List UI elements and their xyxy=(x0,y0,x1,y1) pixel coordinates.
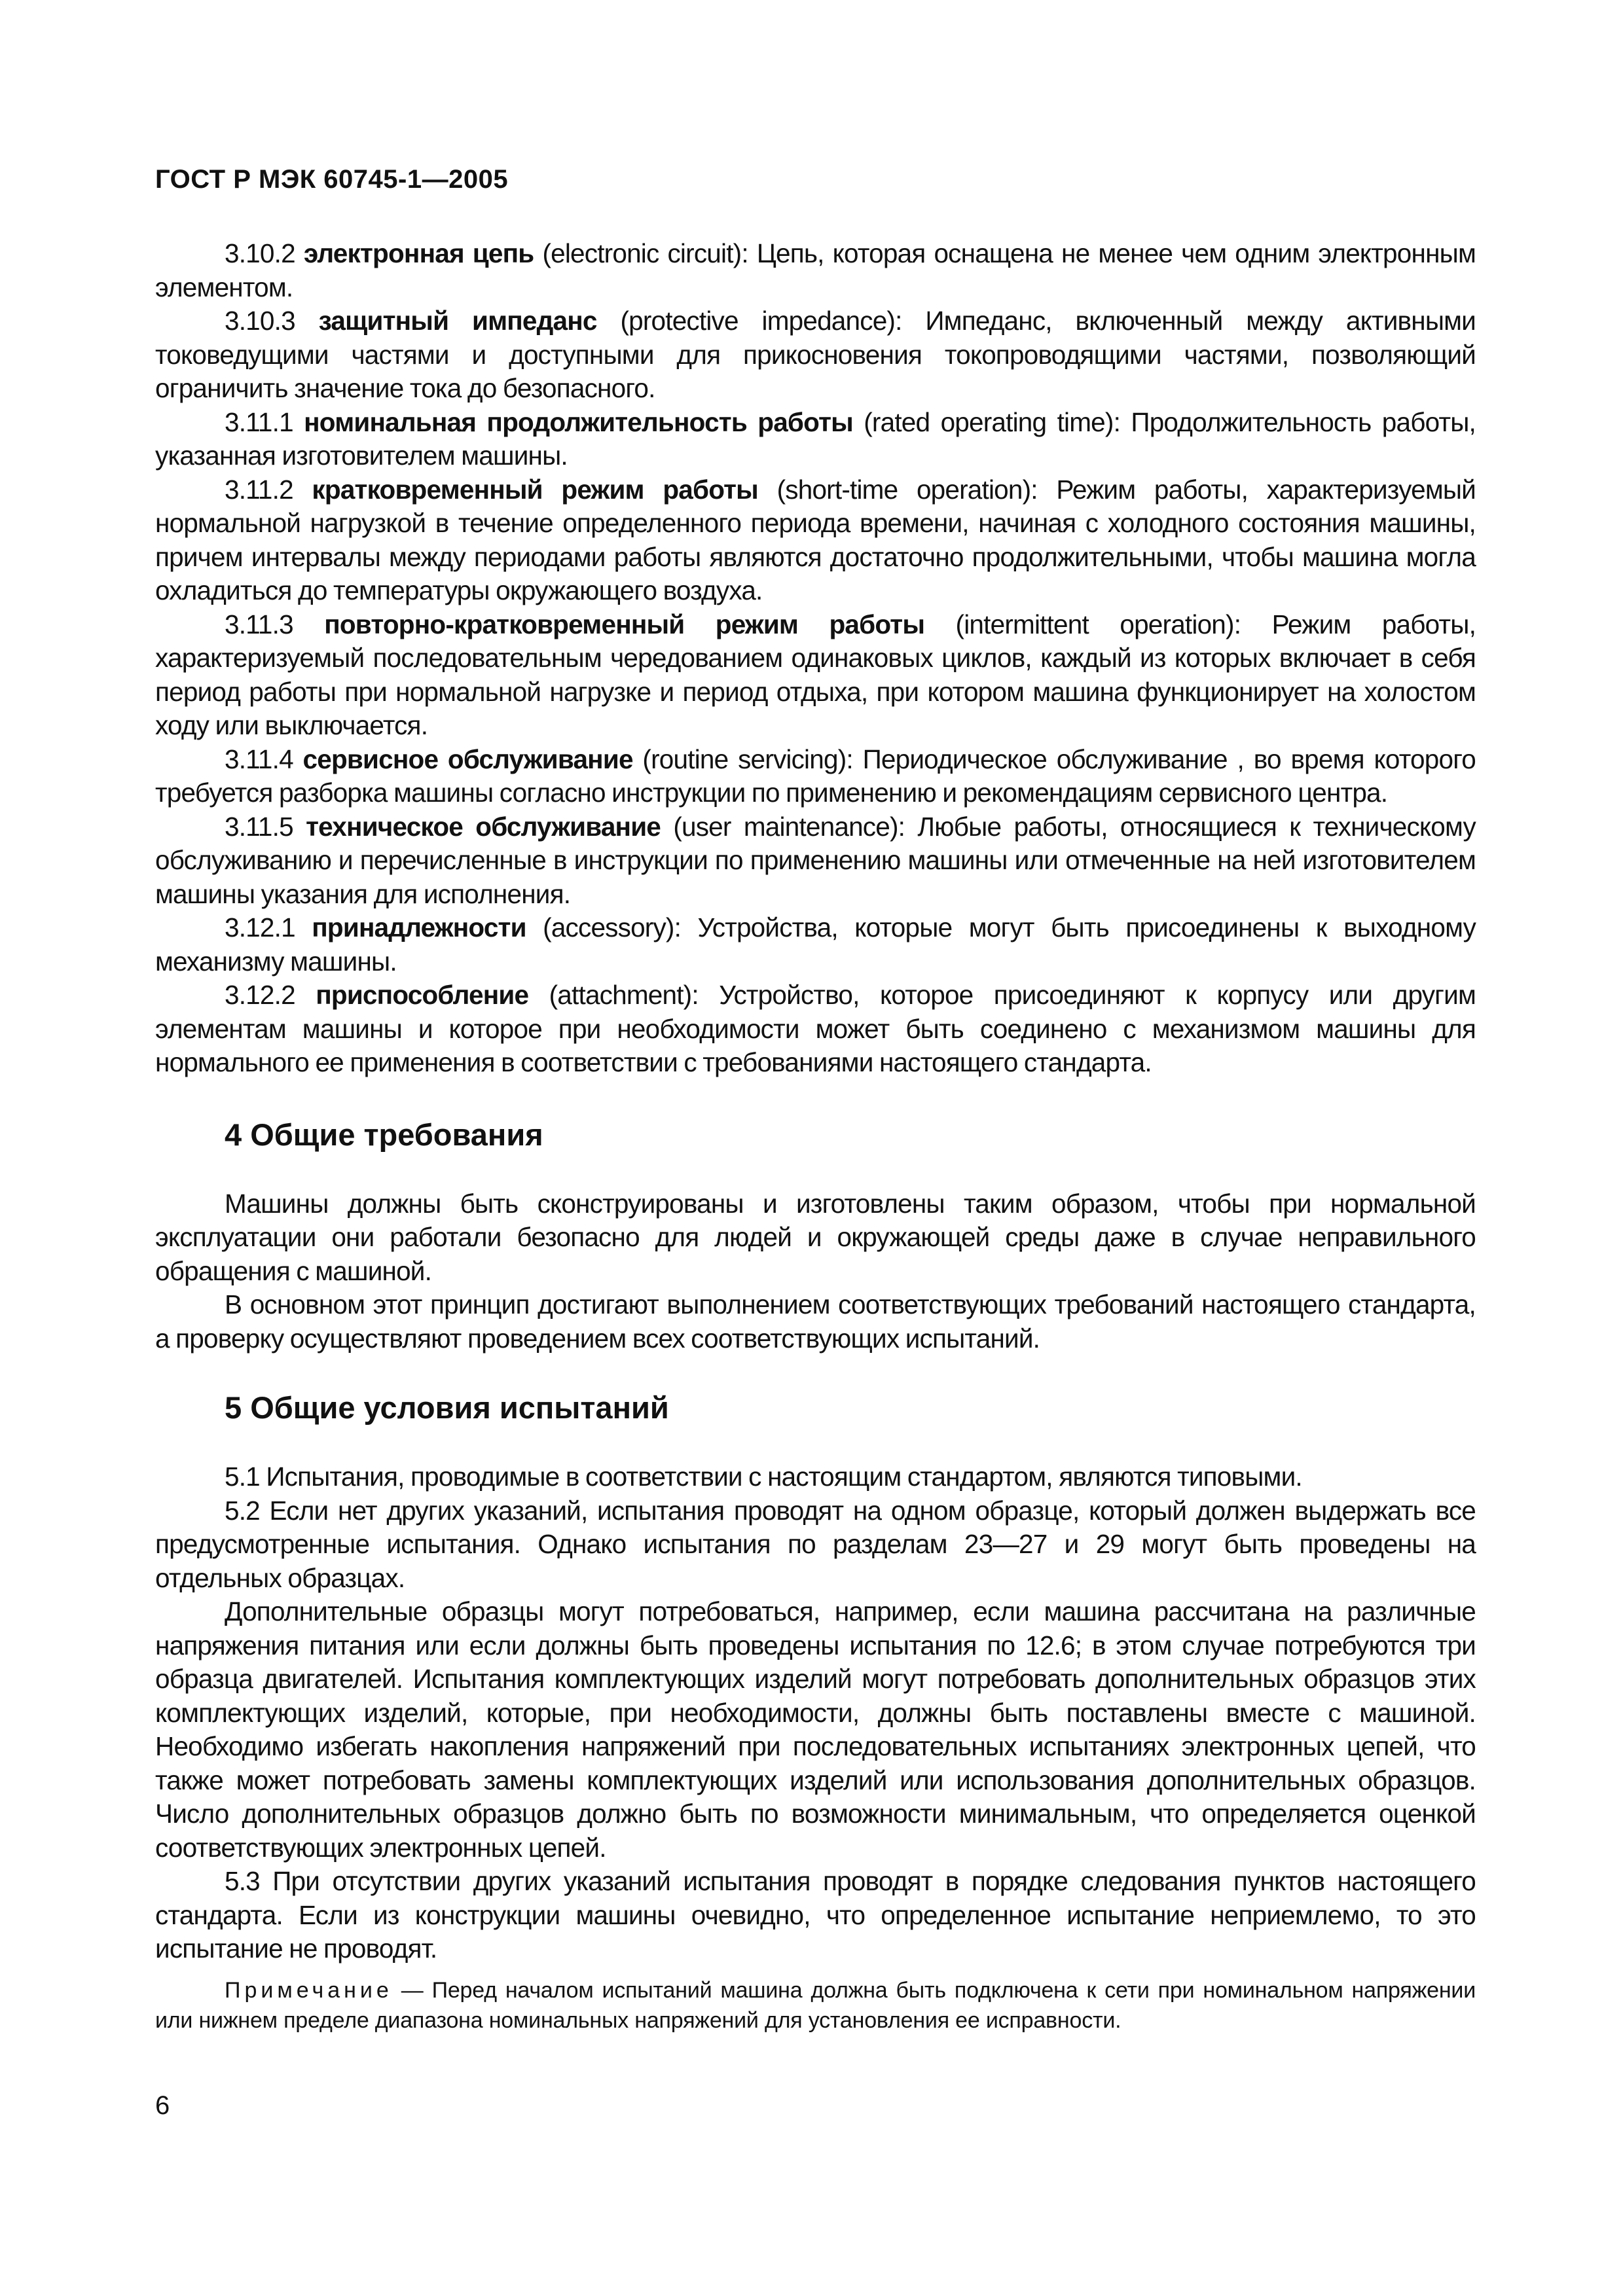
definition-english: (accessory): xyxy=(543,912,682,942)
note-text: — Перед началом испытаний машина должна быть подключена к сети при номинальном напряжении или нижнем пределе диапазона номинальных напряжений для установления ее исправности. xyxy=(155,1977,1476,2033)
definition-text: Режим работы, характеризуемый нормальной нагрузкой в течение определенного периода времени, начиная с холодного состояния машины, причем интервалы между периодами работы являются достаточно продолжительными, чтобы машина могла охладиться до температуры окружающего воздуха. xyxy=(155,474,1476,605)
definition-number: 3.12.2 xyxy=(225,980,295,1010)
section-4-paragraph: В основном этот принцип достигают выполнением соответствующих требований настоящего стандарта, а проверку осуществляют проведением всех соответствующих испытаний. xyxy=(155,1289,1476,1354)
definition-3-11-2 xyxy=(155,473,1476,608)
definition-text: Продолжительность работы, указанная изготовителем машины. xyxy=(155,406,1476,471)
definition-term: номинальная продолжительность работы xyxy=(304,406,853,437)
definition-3-11-3 xyxy=(155,608,1476,743)
section-4-paragraph: Машины должны быть сконструированы и изготовлены таким образом, чтобы при нормальной эксплуатации они работали безопасно для людей и окружающей среды даже в случае неправильного обращения с машиной. xyxy=(155,1188,1476,1286)
definition-term: защитный импеданс xyxy=(318,306,597,336)
definition-term: повторно-кратковременный режим работы xyxy=(324,609,925,639)
definition-3-11-5 xyxy=(155,810,1476,912)
definition-text: Устройство, которое присоединяют к корпусу или другим элементам машины и которое при необходимости может быть соединено с механизмом машины для нормального ее применения в соответствии с требованиями настоящего стандарта. xyxy=(155,980,1476,1077)
definition-english: (protective impedance): xyxy=(620,306,902,336)
definition-3-11-4 xyxy=(155,743,1476,810)
definition-english: (rated operating time): xyxy=(864,406,1121,437)
clause-5-3: 5.3 При отсутствии других указаний испытания проводят в порядке следования пунктов настоящего стандарта. Если из конструкции машины очевидно, что определенное испытание неприемлемо, то это испытание не проводят. xyxy=(155,1866,1476,1964)
definition-number: 3.11.4 xyxy=(225,744,293,774)
definition-number: 3.12.1 xyxy=(225,912,295,942)
definition-term: принадлежности xyxy=(312,912,526,942)
definition-english: (intermittent operation): xyxy=(955,609,1241,639)
definition-english: (attachment): xyxy=(549,980,699,1010)
definition-3-12-1 xyxy=(155,911,1476,978)
definition-text: Импеданс, включенный между активными токоведущими частями и доступными для прикосновения токопроводящими частями, позволяющий ограничить значение тока до безопасного. xyxy=(155,306,1476,403)
definition-3-10-3 xyxy=(155,304,1476,406)
clause-5-2-additional-samples: Дополнительные образцы могут потребоваться, например, если машина рассчитана на различные напряжения питания или если должны быть проведены испытания по 12.6; в этом случае потребуются три образца двигателей. Испытания комплектующих изделий могут потребовать дополнительных образцов этих комплектующих изделий, которые, при необходимости, должны быть поставлены вместе с машиной. Необходимо избегать накопления напряжений при последовательных испытаниях электронных цепей, что также может потребовать замены комплектующих изделий или использования дополнительных образцов. Число дополнительных образцов должно быть по возможности минимальным, что определяется оценкой соответствующих электронных цепей. xyxy=(155,1596,1476,1863)
definition-text: Периодическое обслуживание , во время которого требуется разборка машины согласно инструкции по применению и рекомендациям сервисного центра. xyxy=(155,744,1476,808)
definition-3-10-2 xyxy=(155,237,1476,304)
section-heading-4: 4 Общие требования xyxy=(225,1117,543,1152)
definition-text: Цепь, которая оснащена не менее чем одним электронным элементом. xyxy=(155,238,1476,302)
page-header-standard: ГОСТ Р МЭК 60745-1—2005 xyxy=(155,165,509,194)
definition-number: 3.10.2 xyxy=(225,238,295,268)
definition-english: (electronic circuit): xyxy=(542,238,748,268)
definition-number: 3.11.5 xyxy=(225,811,293,842)
definition-3-12-2 xyxy=(155,978,1476,1080)
definition-text: Любые работы, относящиеся к техническому обслуживанию и перечисленные в инструкции по применению машины или отмеченные на ней изготовителем машины указания для исполнения. xyxy=(155,811,1476,909)
definition-english: (routine servicing): xyxy=(642,744,853,774)
definition-english: (short-time operation): xyxy=(776,474,1038,505)
definition-english: (user maintenance): xyxy=(673,811,905,842)
document-body xyxy=(155,237,1476,2036)
definition-text: Устройства, которые могут быть присоединены к выходному механизму машины. xyxy=(155,912,1476,977)
definition-term: приспособление xyxy=(316,980,529,1010)
definition-number: 3.11.1 xyxy=(225,406,293,437)
definition-text: Режим работы, характеризуемый последовательным чередованием одинаковых циклов, каждый из которых включает в себя период работы при нормальной нагрузке и период отдыха, при котором машина функционирует на холостом ходу или выключается. xyxy=(155,609,1476,740)
definition-term: электронная цепь xyxy=(303,238,534,268)
definition-number: 3.11.2 xyxy=(225,474,293,505)
definition-term: техническое обслуживание xyxy=(306,811,661,842)
definition-term: кратковременный режим работы xyxy=(312,474,758,505)
definition-3-11-1 xyxy=(155,406,1476,473)
note xyxy=(155,1975,1476,2036)
page-number: 6 xyxy=(155,2091,170,2120)
definition-number: 3.10.3 xyxy=(225,306,295,336)
definition-number: 3.11.3 xyxy=(225,609,293,639)
note-label: Примечание xyxy=(225,1977,393,2003)
clause-5-2: 5.2 Если нет других указаний, испытания проводят на одном образце, который должен выдержать все предусмотренные испытания. Однако испытания по разделам 23—27 и 29 могут быть проведены на отдельных образцах. xyxy=(155,1495,1476,1593)
definition-term: сервисное обслуживание xyxy=(302,744,633,774)
clause-5-1: 5.1 Испытания, проводимые в соответствии с настоящим стандартом, являются типовыми. xyxy=(225,1462,1302,1492)
section-heading-5: 5 Общие условия испытаний xyxy=(225,1390,669,1425)
